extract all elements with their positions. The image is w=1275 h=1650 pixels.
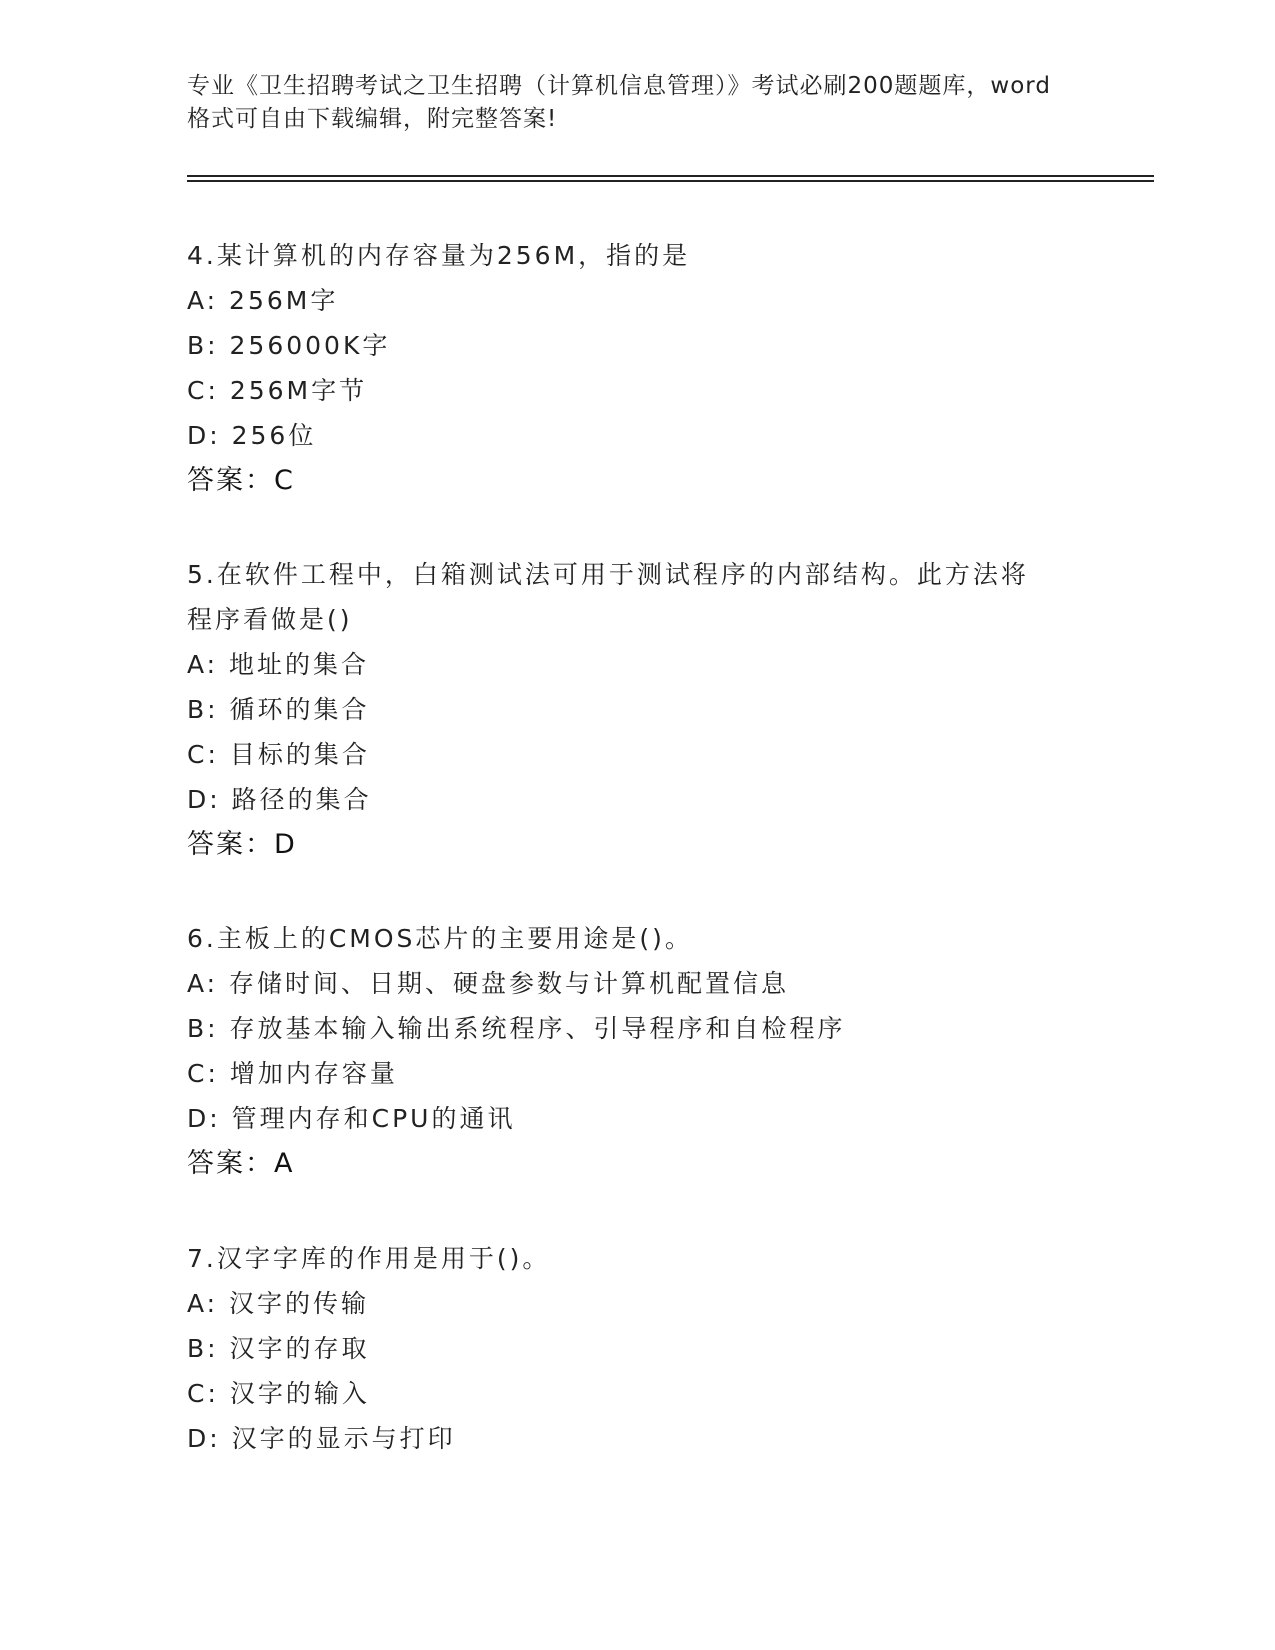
option-c: C: 增加内存容量 [187, 1059, 398, 1088]
option-c: C: 目标的集合 [187, 740, 370, 769]
document-header [187, 70, 1087, 136]
option-a: A: 256M字 [187, 286, 339, 315]
option-d: D: 路径的集合 [187, 785, 372, 814]
option-a: A: 地址的集合 [187, 650, 370, 679]
option-b: B: 256000K字 [187, 331, 391, 360]
question-text: 4.某计算机的内存容量为256M，指的是 [187, 241, 691, 270]
option-a: A: 存储时间、日期、硬盘参数与计算机配置信息 [187, 969, 790, 998]
option-b: B: 循环的集合 [187, 695, 370, 724]
header-line-2: 格式可自由下载编辑，附完整答案! [187, 106, 558, 132]
answer-line: 答案：A [187, 1148, 295, 1179]
option-d: D: 管理内存和CPU的通讯 [187, 1104, 516, 1133]
option-b: B: 汉字的存取 [187, 1334, 370, 1363]
header-divider-bottom [187, 180, 1154, 182]
header-line-1: 专业《卫生招聘考试之卫生招聘（计算机信息管理）》考试必刷200题题库，word [187, 73, 1051, 99]
option-b: B: 存放基本输入输出系统程序、引导程序和自检程序 [187, 1014, 846, 1043]
answer-line: 答案：D [187, 829, 297, 860]
option-a: A: 汉字的传输 [187, 1289, 370, 1318]
question-block [187, 552, 1107, 867]
question-block [187, 233, 1107, 503]
option-c: C: 256M字节 [187, 376, 368, 405]
answer-line: 答案：C [187, 465, 295, 496]
question-text-line-2: 程序看做是() [187, 605, 353, 634]
question-text: 6.主板上的CMOS芯片的主要用途是()。 [187, 924, 693, 953]
question-block [187, 916, 1107, 1186]
question-text-line-1: 5.在软件工程中，白箱测试法可用于测试程序的内部结构。此方法将 [187, 560, 1029, 589]
option-d: D: 256位 [187, 421, 317, 450]
header-divider-top [187, 175, 1154, 177]
option-c: C: 汉字的输入 [187, 1379, 370, 1408]
question-block [187, 1236, 1107, 1461]
option-d: D: 汉字的显示与打印 [187, 1424, 456, 1453]
question-text: 7.汉字字库的作用是用于()。 [187, 1244, 551, 1273]
